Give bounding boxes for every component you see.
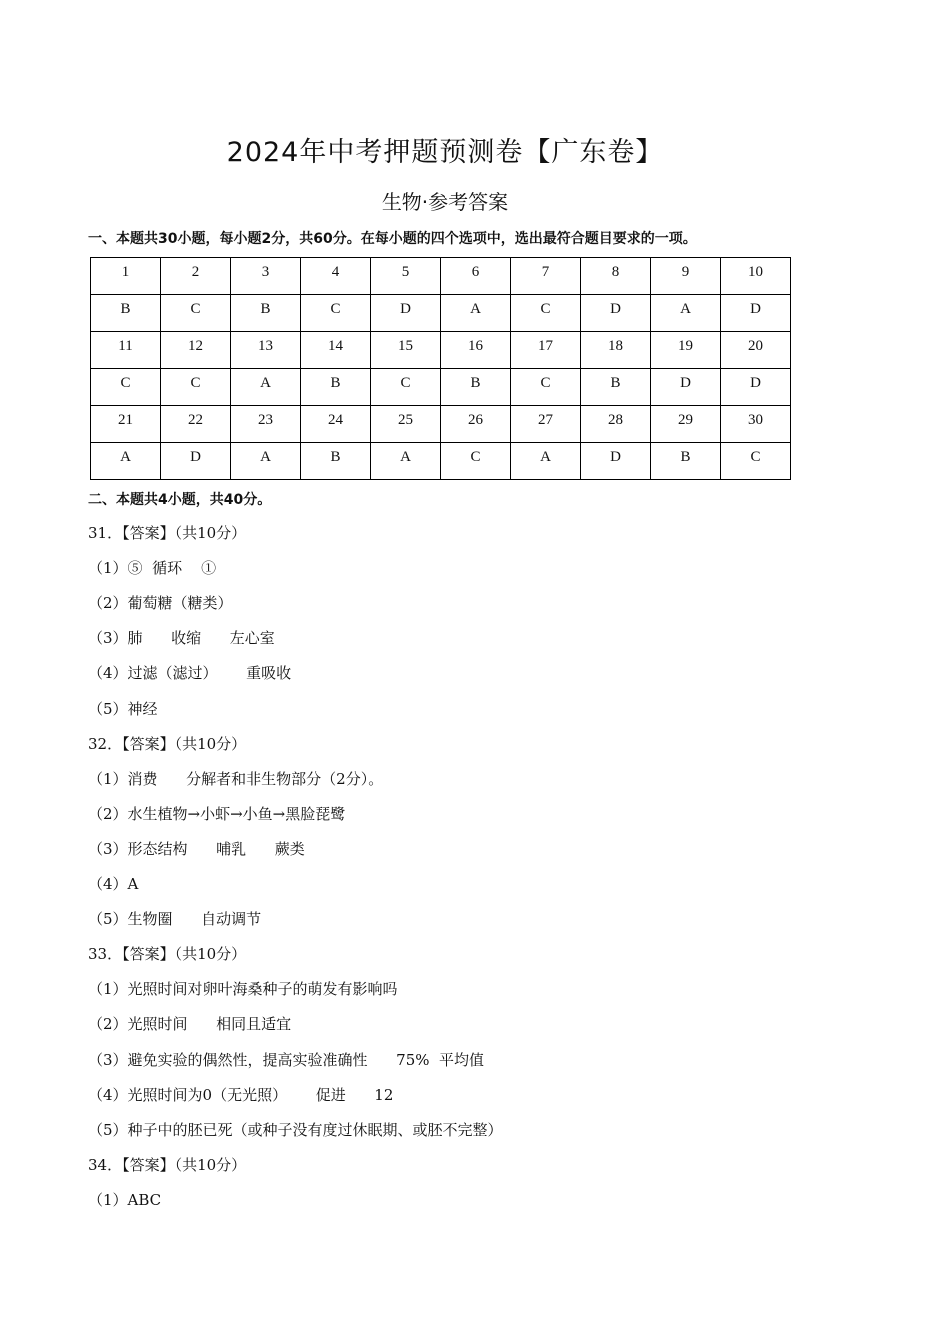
question-number-row xyxy=(91,406,791,443)
question-heading: 33．【答案】（共10分） xyxy=(88,945,247,964)
answer-cell: D xyxy=(721,369,791,406)
answer-line: （1）⑤ 循环 ① xyxy=(88,559,217,578)
answer-cell: C xyxy=(721,443,791,480)
answer-cell: B xyxy=(301,369,371,406)
answer-cell: A xyxy=(231,369,301,406)
answer-row xyxy=(91,295,791,332)
answer-row xyxy=(91,369,791,406)
question-number-cell: 2 xyxy=(161,258,231,295)
question-heading: 32．【答案】（共10分） xyxy=(88,734,247,753)
question-number-cell: 18 xyxy=(581,332,651,369)
page-subtitle: 生物·参考答案 xyxy=(381,190,509,214)
question-number-cell: 3 xyxy=(231,258,301,295)
question-number-cell: 7 xyxy=(511,258,581,295)
answer-cell: A xyxy=(651,295,721,332)
question-number-cell: 4 xyxy=(301,258,371,295)
question-number-cell: 15 xyxy=(371,332,441,369)
answer-cell: C xyxy=(161,295,231,332)
answer-table xyxy=(90,257,791,480)
question-number-cell: 16 xyxy=(441,332,511,369)
question-number-cell: 1 xyxy=(91,258,161,295)
answer-cell: B xyxy=(581,369,651,406)
answer-row xyxy=(91,443,791,480)
answer-cell: D xyxy=(371,295,441,332)
answer-cell: C xyxy=(91,369,161,406)
question-number-cell: 17 xyxy=(511,332,581,369)
question-number-cell: 25 xyxy=(371,406,441,443)
question-number-cell: 21 xyxy=(91,406,161,443)
answer-cell: C xyxy=(441,443,511,480)
answer-line: （3）形态结构 哺乳 蕨类 xyxy=(88,839,305,858)
answer-cell: C xyxy=(301,295,371,332)
answer-cell: C xyxy=(511,295,581,332)
answer-line: （1）光照时间对卵叶海桑种子的萌发有影响吗 xyxy=(88,980,398,999)
answer-line: （5）神经 xyxy=(88,699,158,718)
answer-cell: A xyxy=(91,443,161,480)
answer-cell: D xyxy=(581,443,651,480)
answer-cell: A xyxy=(511,443,581,480)
question-number-cell: 29 xyxy=(651,406,721,443)
answer-cell: A xyxy=(231,443,301,480)
answer-cell: D xyxy=(721,295,791,332)
page-title: 2024年中考押题预测卷【广东卷】 xyxy=(226,137,664,168)
answer-cell: B xyxy=(441,369,511,406)
question-number-cell: 20 xyxy=(721,332,791,369)
answer-line: （3）肺 收缩 左心室 xyxy=(88,629,275,648)
answer-cell: C xyxy=(161,369,231,406)
answer-line: （4）过滤（滤过） 重吸收 xyxy=(88,664,292,683)
question-number-cell: 8 xyxy=(581,258,651,295)
answer-cell: B xyxy=(91,295,161,332)
answer-line: （4）A xyxy=(88,875,139,893)
answer-cell: C xyxy=(511,369,581,406)
question-heading: 34．【答案】（共10分） xyxy=(88,1155,247,1174)
answer-line: （5）种子中的胚已死（或种子没有度过休眠期、或胚不完整） xyxy=(88,1120,503,1139)
question-number-cell: 9 xyxy=(651,258,721,295)
question-number-cell: 11 xyxy=(91,332,161,369)
section-one-heading: 一、本题共30小题，每小题2分，共60分。在每小题的四个选项中，选出最符合题目要求的一项。 xyxy=(88,231,697,247)
answer-cell: B xyxy=(651,443,721,480)
answer-line: （1）消费 分解者和非生物部分（2分）。 xyxy=(88,769,384,788)
question-number-cell: 12 xyxy=(161,332,231,369)
answer-cell: B xyxy=(231,295,301,332)
question-number-row xyxy=(91,332,791,369)
answer-cell: A xyxy=(371,443,441,480)
question-number-cell: 30 xyxy=(721,406,791,443)
answer-line: （2）葡萄糖（糖类） xyxy=(88,594,233,613)
answer-cell: A xyxy=(441,295,511,332)
question-number-row xyxy=(91,258,791,295)
question-number-cell: 19 xyxy=(651,332,721,369)
question-number-cell: 14 xyxy=(301,332,371,369)
question-heading: 31．【答案】（共10分） xyxy=(88,524,247,542)
answer-line: （2）水生植物→小虾→小鱼→黑脸琵鹭 xyxy=(88,804,346,823)
question-number-cell: 10 xyxy=(721,258,791,295)
question-number-cell: 6 xyxy=(441,258,511,295)
answer-cell: D xyxy=(161,443,231,480)
answer-line: （1）ABC xyxy=(88,1190,162,1209)
question-number-cell: 13 xyxy=(231,332,301,369)
question-number-cell: 5 xyxy=(371,258,441,295)
question-number-cell: 27 xyxy=(511,406,581,443)
question-number-cell: 22 xyxy=(161,406,231,443)
answer-cell: D xyxy=(651,369,721,406)
answer-line: （2）光照时间 相同且适宜 xyxy=(88,1015,292,1034)
question-number-cell: 23 xyxy=(231,406,301,443)
answer-line: （5）生物圈 自动调节 xyxy=(88,910,262,929)
section-two-heading: 二、本题共4小题，共40分。 xyxy=(88,492,272,508)
answer-cell: D xyxy=(581,295,651,332)
answer-line: （3）避免实验的偶然性，提高实验准确性 75% 平均值 xyxy=(88,1050,485,1069)
answer-cell: C xyxy=(371,369,441,406)
answer-cell: B xyxy=(301,443,371,480)
question-number-cell: 26 xyxy=(441,406,511,443)
question-number-cell: 24 xyxy=(301,406,371,443)
answer-line: （4）光照时间为0（无光照） 促进 12 xyxy=(88,1085,394,1104)
question-number-cell: 28 xyxy=(581,406,651,443)
